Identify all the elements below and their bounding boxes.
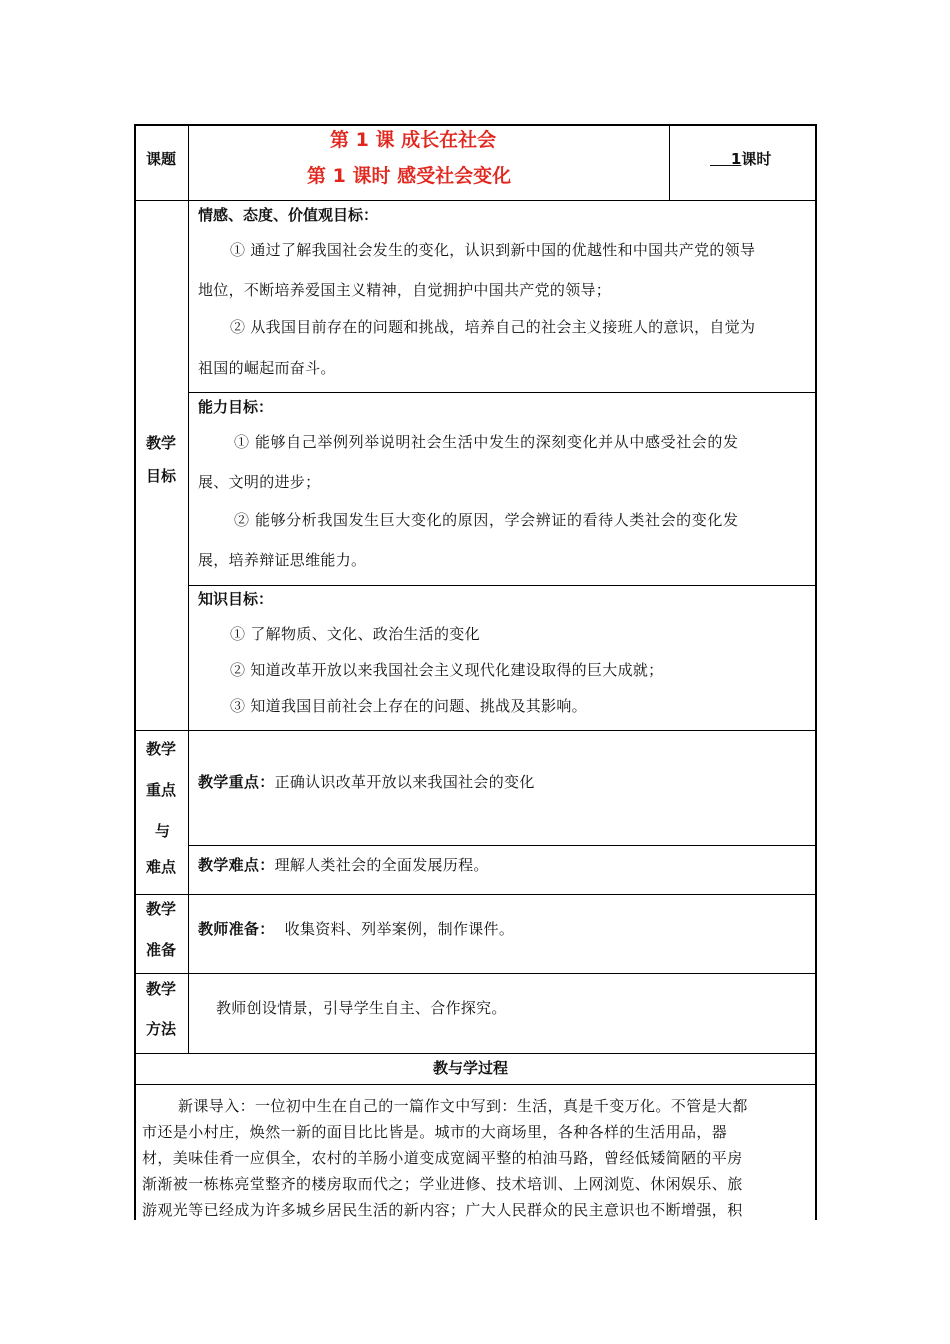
process-intro-line4: 渐渐被一栋栋亮堂整齐的楼房取而代之；学业进修、技术培训、上网浏览、休闲娱乐、旅 bbox=[142, 1175, 743, 1193]
process-intro-line1: 新课导入：一位初中生在自己的一篇作文中写到：生活，真是千变万化。不管是大都 bbox=[178, 1097, 748, 1115]
period-title: 第 1 课时 感受社会变化 bbox=[307, 165, 512, 187]
teacher-preparation-label: 教师准备： bbox=[198, 920, 275, 938]
lesson-title: 第 1 课 成长在社会 bbox=[330, 129, 497, 151]
keypoints-label-2: 重点 bbox=[146, 781, 177, 799]
objectives-label-line1: 教学 bbox=[146, 434, 177, 452]
teaching-difficulty bbox=[198, 855, 489, 875]
emotion-item2-line1: ② 从我国目前存在的问题和挑战，培养自己的社会主义接班人的意识，自觉为 bbox=[230, 318, 756, 336]
objectives-label-line2: 目标 bbox=[146, 467, 177, 485]
row-divider-focus bbox=[188, 845, 817, 846]
ability-item2-line1: ② 能够分析我国发生巨大变化的原因，学会辨证的看待人类社会的变化发 bbox=[234, 511, 739, 529]
method-label-line2: 方法 bbox=[146, 1020, 177, 1038]
table-border-left bbox=[134, 124, 136, 1220]
emotion-item2-line2: 祖国的崛起而奋斗。 bbox=[198, 359, 336, 377]
preparation-label-line1: 教学 bbox=[146, 900, 177, 918]
class-hours bbox=[710, 149, 771, 169]
ability-objectives-heading: 能力目标： bbox=[198, 398, 274, 416]
process-intro-line3: 材，美味佳肴一应俱全，农村的羊肠小道变成宽阔平整的柏油马路，曾经低矮简陋的平房 bbox=[142, 1149, 743, 1167]
row-divider-ability bbox=[188, 585, 817, 586]
row-divider-header bbox=[134, 200, 817, 201]
teaching-difficulty-text: 理解人类社会的全面发展历程。 bbox=[274, 856, 489, 874]
emotion-item1-line1: ① 通过了解我国社会发生的变化，认识到新中国的优越性和中国共产党的领导 bbox=[230, 241, 756, 259]
teaching-difficulty-label: 教学难点： bbox=[198, 856, 275, 874]
row-divider-preparation bbox=[134, 973, 817, 974]
keypoints-label-4: 难点 bbox=[146, 858, 177, 876]
ability-item1-line2: 展、文明的进步； bbox=[198, 473, 321, 491]
process-intro-line2: 市还是小村庄，焕然一新的面目比比皆是。城市的大商场里，各种各样的生活用品，器 bbox=[142, 1123, 728, 1141]
keypoints-label-3: 与 bbox=[155, 822, 171, 840]
process-intro-line5: 游观光等已经成为许多城乡居民生活的新内容；广大人民群众的民主意识也不断增强，积 bbox=[142, 1201, 743, 1219]
subject-label: 课题 bbox=[146, 150, 177, 168]
emotion-objectives-heading: 情感、态度、价值观目标： bbox=[198, 206, 379, 224]
row-divider-emotion bbox=[188, 392, 817, 393]
row-divider-process-title bbox=[134, 1084, 817, 1085]
teaching-focus-text: 正确认识改革开放以来我国社会的变化 bbox=[274, 773, 535, 791]
class-hours-value: 1 bbox=[730, 150, 742, 168]
method-label-line1: 教学 bbox=[146, 980, 177, 998]
knowledge-item2: ② 知道改革开放以来我国社会主义现代化建设取得的巨大成就； bbox=[230, 661, 664, 679]
row-divider-keypoints bbox=[134, 894, 817, 895]
emotion-item1-line2: 地位，不断培养爱国主义精神，自觉拥护中国共产党的领导； bbox=[198, 281, 612, 299]
ability-item1-line1: ① 能够自己举例列举说明社会生活中发生的深刻变化并从中感受社会的发 bbox=[234, 433, 739, 451]
teaching-focus bbox=[198, 772, 535, 792]
hours-column-divider bbox=[669, 124, 670, 201]
preparation-label-line2: 准备 bbox=[146, 941, 177, 959]
knowledge-item3: ③ 知道我国目前社会上存在的问题、挑战及其影响。 bbox=[230, 697, 587, 715]
row-divider-objectives bbox=[134, 730, 817, 731]
class-hours-unit: 课时 bbox=[741, 150, 772, 168]
teacher-preparation bbox=[198, 919, 514, 939]
teaching-focus-label: 教学重点： bbox=[198, 773, 275, 791]
table-border-top bbox=[134, 124, 817, 126]
knowledge-item1: ① 了解物质、文化、政治生活的变化 bbox=[230, 625, 480, 643]
ability-item2-line2: 展，培养辩证思维能力。 bbox=[198, 551, 367, 569]
keypoints-label-1: 教学 bbox=[146, 740, 177, 758]
label-column-divider bbox=[188, 124, 189, 1054]
process-title: 教与学过程 bbox=[433, 1059, 509, 1077]
teacher-preparation-text: 收集资料、列举案例，制作课件。 bbox=[284, 920, 515, 938]
knowledge-objectives-heading: 知识目标： bbox=[198, 590, 274, 608]
row-divider-method bbox=[134, 1053, 817, 1054]
table-border-right bbox=[815, 124, 817, 1220]
teaching-method-text: 教师创设情景，引导学生自主、合作探究。 bbox=[216, 999, 507, 1017]
